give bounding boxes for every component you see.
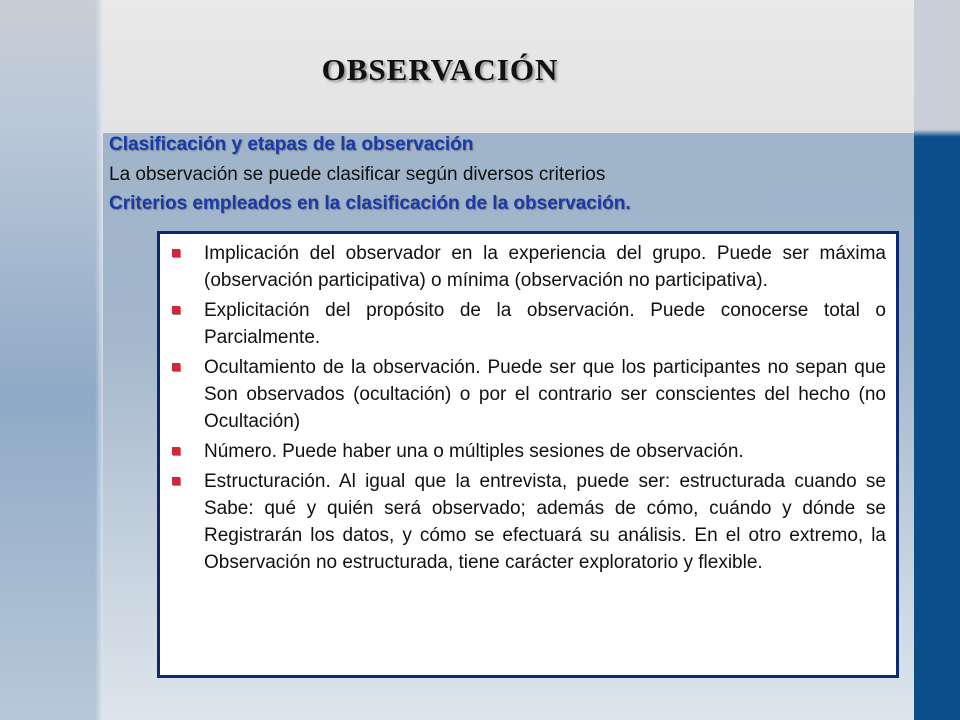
slide-title: OBSERVACIÓN [321, 52, 559, 87]
list-item-text: Número. Puede haber una o múltiples sesiones de observación. [204, 441, 744, 462]
list-item-text: Implicación del observador en la experiencia del grupo. Puede ser máxima (observación participativa) o mínima (observación no participativa). [204, 243, 886, 291]
criteria-heading: Criterios empleados en la clasificación de la observación. [109, 193, 631, 214]
intro-text: La observación se puede clasificar según diversos criterios [109, 164, 606, 185]
square-bullet-icon [172, 363, 180, 371]
right-decorative-strip [914, 0, 960, 720]
criteria-box [157, 231, 899, 678]
list-item-text: Ocultamiento de la observación. Puede ser que los participantes no sepan que Son observados (ocultación) o por el contrario ser conscientes del hecho (no Ocultación) [204, 357, 886, 432]
left-decorative-strip [0, 0, 103, 720]
square-bullet-icon [172, 477, 180, 485]
list-item [160, 438, 886, 465]
square-bullet-icon [172, 306, 180, 314]
criteria-list [160, 234, 896, 576]
list-item-text: Estructuración. Al igual que la entrevista, puede ser: estructurada cuando se Sabe: qué y quién será observado; además de cómo, cuándo y dónde se Registrarán los datos, y cómo se efectuará su análisis. En el otro extremo, la Observación no estructurada, tiene carácter exploratorio y flexible. [204, 471, 886, 573]
list-item [160, 297, 886, 351]
slide-subtitle: Clasificación y etapas de la observación [109, 134, 474, 155]
list-item [160, 468, 886, 576]
list-item [160, 240, 886, 294]
list-item [160, 354, 886, 435]
square-bullet-icon [172, 447, 180, 455]
list-item-text: Explicitación del propósito de la observación. Puede conocerse total o Parcialmente. [204, 300, 886, 348]
square-bullet-icon [172, 249, 180, 257]
